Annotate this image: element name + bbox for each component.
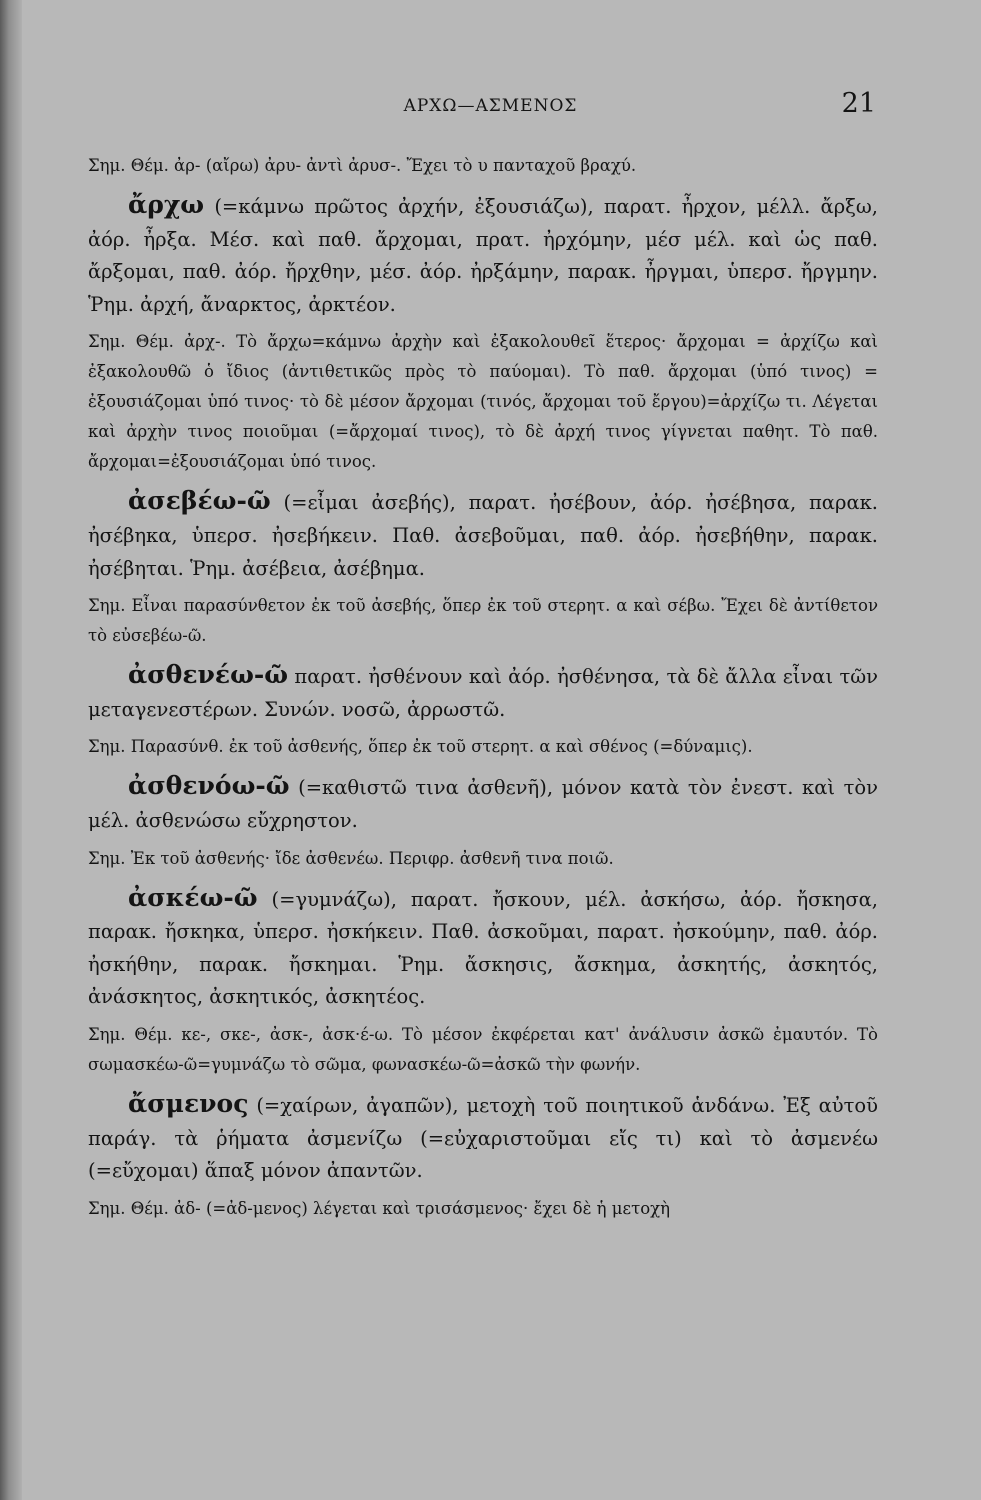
dictionary-entry [88,770,878,837]
entry-lemma: ἀσκέω-ῶ [128,882,258,912]
entry-text: (=χαίρων, ἀγαπῶν), μετοχὴ τοῦ ποιητικοῦ ἁνδάνω. Ἐξ αὐτοῦ παράγ. τὰ ῥήματα ἀσμενίζω (=εὐχαριστοῦμαι εἴς τι) καὶ τὸ ἀσμενέω (=εὔχομαι) ἅπαξ μόνον ἀπαντῶν. [88,1093,878,1183]
note-paragraph: Σημ. Παρασύνθ. ἐκ τοῦ ἀσθενής, ὅπερ ἐκ τοῦ στερητ. α καὶ σθένος (=δύναμις). [88,737,753,757]
page-number: 21 [841,88,876,119]
entry-text: (=καθιστῶ τινα ἀσθενῆ), μόνον κατὰ τὸν ἐνεστ. καὶ τὸν μέλ. ἀσθενώσω εὔχρηστον. [88,776,878,832]
dictionary-entry [88,1088,878,1188]
page-edge-shadow [0,0,22,1500]
entry-lemma: ἀσεβέω-ῶ [128,486,271,516]
entry-lemma: ἀσθενέω-ῶ [128,660,289,690]
note-paragraph: Σημ. Θέμ. ἀδ- (=ἀδ-μενος) λέγεται καὶ τρισάσμενος· ἔχει δὲ ἡ μετοχὴ [88,1198,671,1218]
dictionary-entry [88,485,878,585]
entry-text: (=εἶμαι ἀσεβής), παρατ. ἠσέβουν, ἀόρ. ἠσέβησα, παρακ. ἠσέβηκα, ὑπερσ. ἠσεβήκειν. Παθ. ἀσεβοῦμαι, παθ. ἀόρ. ἠσεβήθην, παρακ. ἠσέβηται. Ῥημ. ἀσέβεια, ἀσέβημα. [88,491,878,580]
entry-lemma: ἄσμενος [128,1088,249,1118]
note-paragraph: Σημ. Θέμ. ἀρ- (αἴρω) ἀρυ- ἀντὶ ἀρυσ-. Ἔχει τὸ υ πανταχοῦ βραχύ. [88,156,637,175]
dictionary-entry [88,189,878,321]
dictionary-entry [88,659,878,726]
note-paragraph: Σημ. Ἐκ τοῦ ἀσθενής· ἴδε ἀσθενέω. Περιφρ. ἀσθενῆ τινα ποιῶ. [88,848,614,868]
running-title: ΑΡΧΩ—ΑΣΜΕΝΟΣ [403,96,578,116]
page-body [88,145,878,1224]
note-paragraph: Σημ. Εἶναι παρασύνθετον ἐκ τοῦ ἀσεβής, ὅπερ ἐκ τοῦ στερητ. α καὶ σέβω. Ἔχει δὲ ἀντίθετον τὸ εὐσεβέω-ῶ. [88,596,878,646]
note-paragraph: Σημ. Θέμ. ἀρχ-. Τὸ ἄρχω=κάμνω ἀρχὴν καὶ ἐξακολουθεῖ ἕτερος· ἄρχομαι = ἀρχίζω καὶ ἐξακολουθῶ ὁ ἴδιος (ἀντιθετικῶς πρὸς τὸ παύομαι). Τὸ παθ. ἄρχομαι (ὑπό τινος) = ἐξουσιάζομαι ὑπό τινος· τὸ δὲ μέσον ἄρχομαι (τινός, ἄρχομαι τοῦ ἔργου)=ἀρχίζω τι. Λέγεται καὶ ἀρχὴν τινος ποιοῦμαι (=ἄρχομαί τινος), τὸ δὲ ἀρχή τινος γίγνεται παθητ. Τὸ παθ. ἄρχομαι=ἐξουσιάζομαι ὑπό τινος. [88,332,878,472]
note-paragraph: Σημ. Θέμ. κε-, σκε-, ἀσκ-, ἀσκ·έ-ω. Τὸ μέσον ἐκφέρεται κατ' ἀνάλυσιν ἀσκῶ ἐμαυτόν. Τὸ σωμασκέω-ῶ=γυμνάζω τὸ σῶμα, φωνασκέω-ῶ=ἀσκῶ τὴν φωνήν. [88,1024,878,1074]
entry-lemma: ἀσθενόω-ῶ [128,771,290,801]
dictionary-entry [88,882,878,1014]
entry-lemma: ἄρχω [128,190,205,219]
entry-text: (=γυμνάζω), παρατ. ἤσκουν, μέλ. ἀσκήσω, ἀόρ. ἤσκησα, παρακ. ἤσκηκα, ὑπερσ. ἠσκήκειν. Παθ. ἀσκοῦμαι, παρατ. ἠσκούμην, παθ. ἀόρ. ἠσκήθην, παρακ. ἤσκημαι. Ῥημ. ἄσκησις, ἄσκημα, ἀσκητής, ἀσκητός, ἀνάσκητος, ἀσκητικός, ἀσκητέος. [88,887,878,1009]
entry-text: παρατ. ἠσθένουν καὶ ἀόρ. ἠσθένησα, τὰ δὲ ἄλλα εἶναι τῶν μεταγενεστέρων. Συνών. νοσῶ, ἀρρωστῶ. [88,665,878,721]
entry-text: (=κάμνω πρῶτος ἀρχήν, ἐξουσιάζω), παρατ. ἦρχον, μέλλ. ἄρξω, ἀόρ. ἦρξα. Μέσ. καὶ παθ. ἄρχομαι, πρατ. ἠρχόμην, μέσ μέλ. καὶ ὡς παθ. ἄρξομαι, παθ. ἀόρ. ἤρχθην, μέσ. ἀόρ. ἠρξάμην, παρακ. ἦργμαι, ὑπερσ. ἤργμην. Ῥημ. ἀρχή, ἄναρκτος, ἀρκτέον. [88,195,878,316]
